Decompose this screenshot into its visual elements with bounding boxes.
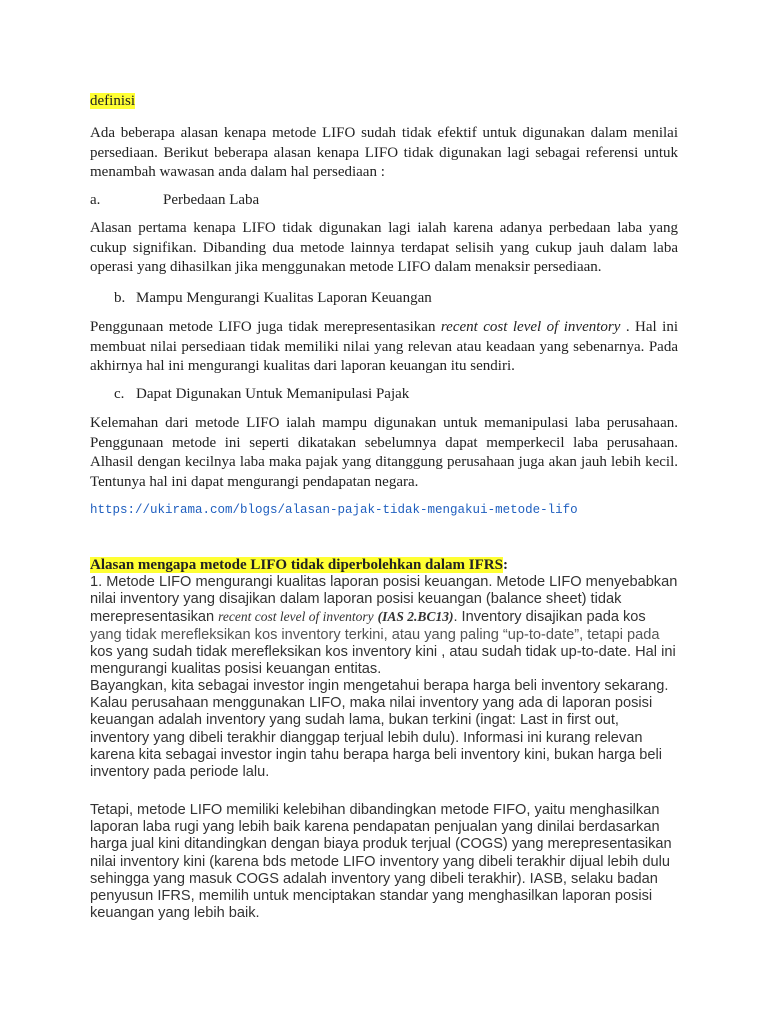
ifrs-paragraph-3: Tetapi, metode LIFO memiliki kelebihan dibandingkan metode FIFO, yaitu menghasilkan laporan laba rugi yang lebih baik karena pendapatan penjualan yang dinilai berdasarkan harga jual kini ditandingkan dengan biaya produk terjual (COGS) yang merepresentasikan nilai inventory kini (karena bds metode LIFO inventory yang dibeli terakhir dijual lebih dulu sehingga yang masuk COGS adalah inventory yang dibeli terakhir). IASB, selaku badan penyusun IFRS, memilih untuk menciptakan standar yang menghasilkan laporan posisi keuangan yang lebih baik. bbox=[90, 802, 672, 922]
ifrs-heading: Alasan mengapa metode LIFO tidak diperbolehkan dalam IFRS: bbox=[90, 557, 508, 573]
source-link[interactable]: https://ukirama.com/blogs/alasan-pajak-tidak-mengakui-metode-lifo bbox=[90, 503, 578, 517]
point-b-title: b. Mampu Mengurangi Kualitas Laporan Keuangan bbox=[114, 290, 432, 306]
point-a-body: Alasan pertama kenapa LIFO tidak digunakan lagi ialah karena adanya perbedaan laba yang cukup signifikan. Dibanding dua metode lainnya terdapat selisih yang cukup jauh dalam laba operasi yang dihasilkan jika menggunakan metode LIFO dalam menaksir persediaan. bbox=[90, 220, 678, 275]
point-c-body: Kelemahan dari metode LIFO ialah mampu digunakan untuk memanipulasi laba perusahaan. Penggunaan metode ini seperti dikatakan sebelumnya dapat memperkecil laba perusahaan. Alhasil dengan kecilnya laba maka pajak yang ditanggung perusahaan juga akan jauh lebih kecil. Tentunya hal ini dapat mengurangi pendapatan negara. bbox=[90, 415, 678, 490]
point-b-body: Penggunaan metode LIFO juga tidak merepresentasikan recent cost level of inventory . Hal ini membuat nilai persediaan tidak memiliki nilai yang relevan atau keadaan yang sebenarnya. Pada akhirnya hal ini mengurangi kualitas dari laporan keuangan itu sendiri. bbox=[90, 319, 678, 374]
point-a-title: a. Perbedaan Laba bbox=[90, 192, 260, 208]
ifrs-paragraph-2: Bayangkan, kita sebagai investor ingin mengetahui berapa harga beli inventory sekarang. Kalau perusahaan menggunakan LIFO, maka nilai inventory yang ada di laporan posisi keuangan adalah inventory yang sudah lama, bukan terkini (ingat: Last in first out, inventory yang dibeli terakhir dianggap terjual lebih dulu). Informasi ini kurang relevan karena kita sebagai investor ingin tahu berapa harga beli inventory kini, bukan harga beli inventory pada periode lalu. bbox=[90, 678, 669, 781]
point-c-title: c. Dapat Digunakan Untuk Memanipulasi Pajak bbox=[114, 386, 410, 402]
heading-definisi: definisi bbox=[90, 93, 135, 109]
intro-paragraph: Ada beberapa alasan kenapa metode LIFO sudah tidak efektif untuk digunakan dalam menilai persediaan. Berikut beberapa alasan kenapa LIFO tidak digunakan lagi sebagai referensi untuk menambah wawasan anda dalam hal persediaan : bbox=[90, 125, 678, 180]
ifrs-point-1: 1. Metode LIFO mengurangi kualitas laporan posisi keuangan. Metode LIFO menyebabkan nilai inventory yang disajikan dalam laporan posisi keuangan (balance sheet) tidak merepresentasikan recent cost level of inventory (IAS 2.BC13). Inventory disajikan pada kos yang tidak merefleksikan kos inventory terkini, atau yang paling “up-to-date”, tetapi pada kos yang sudah tidak merefleksikan kos inventory kini , atau sudah tidak up-to-date. Hal ini mengurangi kualitas posisi keuangan entitas. bbox=[90, 574, 678, 678]
